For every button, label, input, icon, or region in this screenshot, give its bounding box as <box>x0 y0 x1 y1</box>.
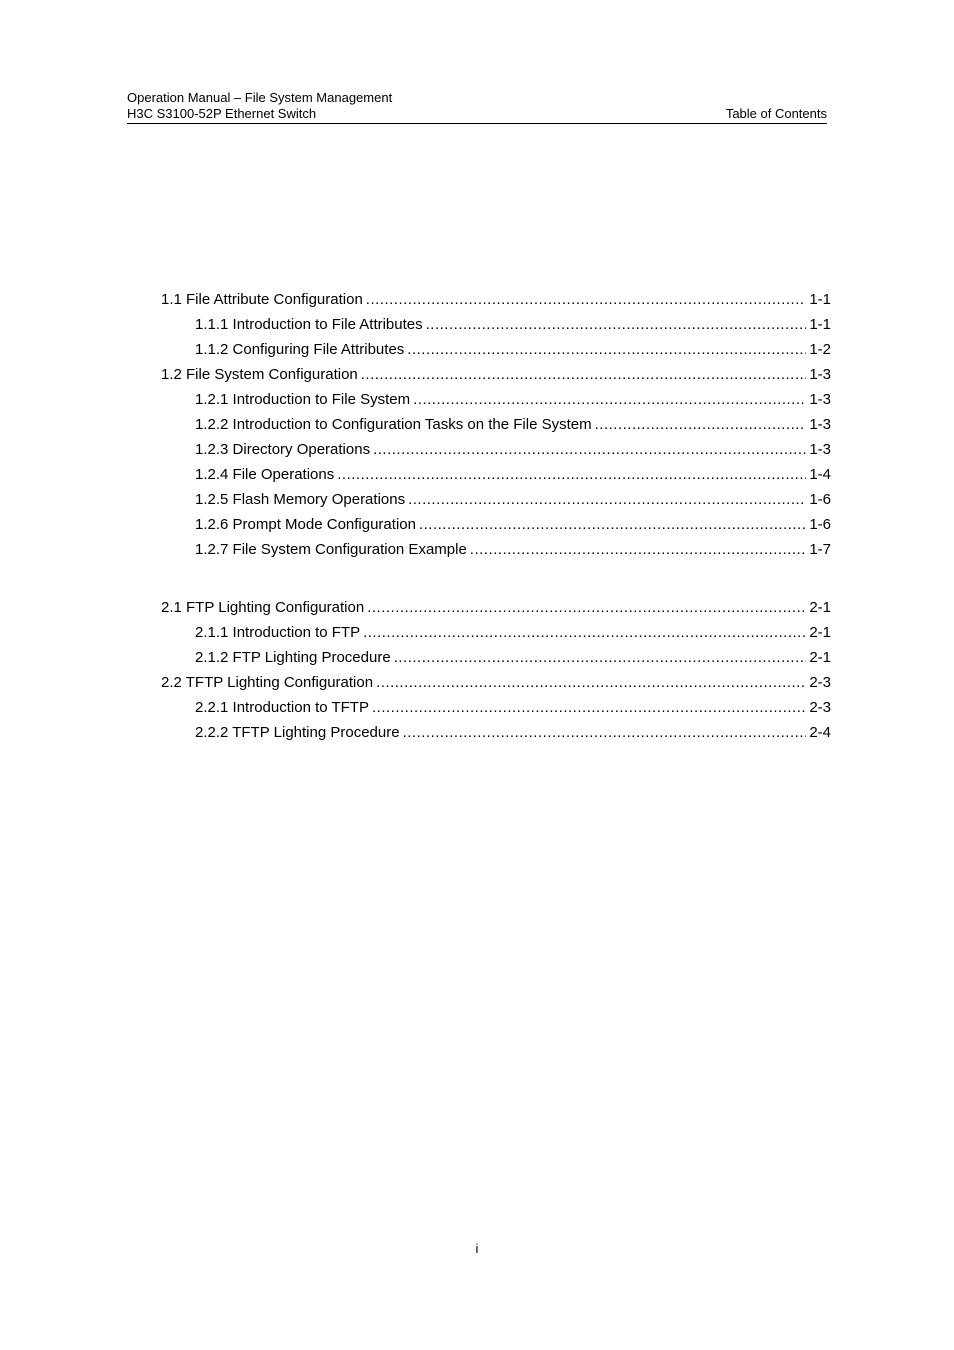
toc-dot-leader <box>408 487 806 512</box>
toc-entry-title: 2.1.2 FTP Lighting Procedure <box>195 649 391 666</box>
toc-entry-title: 1.2.2 Introduction to Configuration Tasks on the File System <box>195 416 592 433</box>
toc-entry-title: 1.1 File Attribute Configuration <box>161 291 363 308</box>
toc-entry-page: 1-3 <box>809 441 831 458</box>
toc-entry-page: 2-1 <box>809 649 831 666</box>
header-product-name: H3C S3100-52P Ethernet Switch <box>127 106 317 121</box>
toc-dot-leader <box>361 362 807 387</box>
toc-subsection-entry[interactable] <box>161 487 831 512</box>
toc-dot-leader <box>394 645 807 670</box>
toc-section-entry[interactable] <box>161 595 831 620</box>
toc-entry-title: 1.2.6 Prompt Mode Configuration <box>195 516 416 533</box>
toc-section-entry[interactable] <box>161 670 831 695</box>
toc-subsection-entry[interactable] <box>161 412 831 437</box>
toc-dot-leader <box>363 620 806 645</box>
toc-entry-page: 1-6 <box>809 516 831 533</box>
toc-entry-page: 1-1 <box>809 316 831 333</box>
toc-entry-page: 2-4 <box>809 724 831 741</box>
toc-entry-page: 1-6 <box>809 491 831 508</box>
table-of-contents <box>161 287 831 745</box>
toc-dot-leader <box>372 695 806 720</box>
toc-dot-leader <box>403 720 807 745</box>
toc-entry-page: 2-3 <box>809 699 831 716</box>
toc-entry-page: 1-3 <box>809 391 831 408</box>
toc-dot-leader <box>426 312 807 337</box>
toc-entry-title: 1.1.2 Configuring File Attributes <box>195 341 405 358</box>
toc-dot-leader <box>413 387 806 412</box>
toc-dot-leader <box>595 412 807 437</box>
toc-dot-leader <box>337 462 806 487</box>
toc-entry-page: 1-2 <box>809 341 831 358</box>
header-manual-title: Operation Manual – File System Management <box>127 90 393 105</box>
toc-entry-title: 1.2.4 File Operations <box>195 466 335 483</box>
toc-entry-page: 1-1 <box>809 291 831 308</box>
toc-group <box>161 287 831 562</box>
toc-section-entry[interactable] <box>161 287 831 312</box>
toc-entry-title: 2.2.2 TFTP Lighting Procedure <box>195 724 400 741</box>
page-header <box>127 90 827 124</box>
toc-entry-page: 1-7 <box>809 541 831 558</box>
header-row <box>127 106 827 122</box>
toc-subsection-entry[interactable] <box>161 312 831 337</box>
toc-subsection-entry[interactable] <box>161 462 831 487</box>
toc-subsection-entry[interactable] <box>161 620 831 645</box>
toc-entry-title: 1.2.7 File System Configuration Example <box>195 541 467 558</box>
page-number: i <box>475 1241 479 1256</box>
toc-entry-title: 2.2.1 Introduction to TFTP <box>195 699 369 716</box>
toc-entry-page: 1-3 <box>809 366 831 383</box>
toc-subsection-entry[interactable] <box>161 437 831 462</box>
toc-section-entry[interactable] <box>161 362 831 387</box>
toc-entry-title: 1.1.1 Introduction to File Attributes <box>195 316 423 333</box>
toc-entry-title: 2.2 TFTP Lighting Configuration <box>161 674 374 691</box>
toc-entry-title: 1.2 File System Configuration <box>161 366 358 383</box>
toc-entry-page: 2-1 <box>809 624 831 641</box>
toc-dot-leader <box>376 670 806 695</box>
toc-entry-page: 2-1 <box>809 599 831 616</box>
toc-entry-title: 2.1.1 Introduction to FTP <box>195 624 361 641</box>
toc-dot-leader <box>367 595 806 620</box>
toc-entry-title: 2.1 FTP Lighting Configuration <box>161 599 365 616</box>
header-section-name: Table of Contents <box>725 106 827 121</box>
toc-subsection-entry[interactable] <box>161 695 831 720</box>
toc-entry-page: 1-3 <box>809 416 831 433</box>
toc-entry-page: 2-3 <box>809 674 831 691</box>
toc-entry-title: 1.2.1 Introduction to File System <box>195 391 411 408</box>
toc-dot-leader <box>366 287 807 312</box>
toc-group <box>161 595 831 745</box>
toc-subsection-entry[interactable] <box>161 645 831 670</box>
toc-dot-leader <box>407 337 806 362</box>
toc-dot-leader <box>470 537 807 562</box>
toc-subsection-entry[interactable] <box>161 387 831 412</box>
toc-entry-title: 1.2.3 Directory Operations <box>195 441 371 458</box>
toc-subsection-entry[interactable] <box>161 537 831 562</box>
toc-entry-title: 1.2.5 Flash Memory Operations <box>195 491 406 508</box>
toc-subsection-entry[interactable] <box>161 720 831 745</box>
toc-entry-page: 1-4 <box>809 466 831 483</box>
toc-subsection-entry[interactable] <box>161 337 831 362</box>
toc-dot-leader <box>419 512 806 537</box>
toc-subsection-entry[interactable] <box>161 512 831 537</box>
toc-dot-leader <box>373 437 806 462</box>
